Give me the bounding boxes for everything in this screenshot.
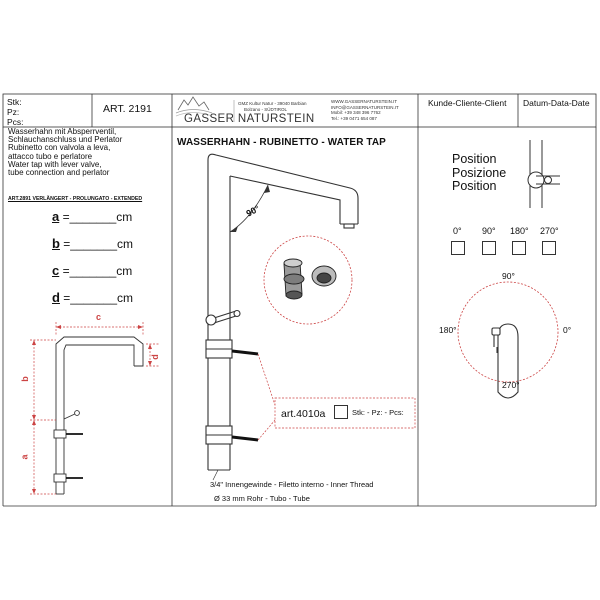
tube-note: Ø 33 mm Rohr - Tubo - Tube [214, 494, 310, 503]
product-description [8, 128, 122, 177]
dimension-c-row [52, 263, 132, 278]
brand-name: GASSER NATURSTEIN [184, 113, 315, 125]
stk-label: Stk: [7, 97, 22, 107]
accessory-detail-circle [264, 236, 352, 324]
thread-pointer [213, 470, 218, 480]
dim-b-label: b [19, 376, 30, 382]
dial-label-left: 180° [439, 325, 457, 335]
email-link[interactable]: INFO@GASSERNATURSTEIN.IT [331, 104, 399, 110]
website-link[interactable]: WWW.GASSERNATURSTEIN.IT [331, 99, 398, 104]
dimension-lines [30, 322, 160, 494]
variant-label: ART.2891 VERLÄNGERT - PROLUNGATO - EXTENDED [8, 196, 143, 202]
dimension-key: a [52, 209, 60, 224]
description-line: Wasserhahn mit Absperrventil, [8, 127, 117, 136]
description-line: Water tap with lever valve, [8, 159, 102, 169]
dimension-a-row [52, 209, 132, 224]
accessory-article: art.4010a [281, 408, 326, 420]
position-checkbox-90[interactable] [482, 241, 496, 255]
dimension-b-row [52, 236, 133, 251]
description-line: Rubinetto con valvola a leva, [8, 143, 111, 153]
mobile-number: Mobil: +39 348 396 7762 [331, 110, 381, 115]
pz-label: Pz: [7, 107, 20, 117]
dial-label-top: 90° [502, 271, 515, 281]
position-option-270: 270° [540, 226, 559, 236]
dimension-field[interactable]: =_______cm [62, 264, 133, 278]
article-number: ART. 2191 [103, 103, 152, 115]
dim-c-label: c [96, 312, 102, 322]
hose-connectors [232, 351, 258, 440]
position-option-0: 0° [453, 226, 462, 236]
rotation-dial [458, 282, 558, 382]
client-label: Kunde-Cliente-Client [428, 98, 507, 108]
side-sketch [54, 337, 143, 494]
dim-a-label: a [19, 454, 30, 460]
product-title: WASSERHAHN - RUBINETTO - WATER TAP [177, 137, 386, 148]
position-title [452, 153, 506, 194]
dim-d-label: d [149, 354, 160, 360]
pcs-label: Pcs: [7, 117, 24, 127]
position-title-line: Posizione [452, 165, 507, 180]
main-tap-drawing [206, 154, 358, 470]
position-checkbox-270[interactable] [542, 241, 556, 255]
position-title-line: Position [452, 179, 497, 193]
dial-label-right: 0° [563, 325, 572, 335]
dimension-key: b [52, 236, 60, 251]
phone-number: Tel.: +39 0471 654 087 [331, 115, 377, 121]
accessory-pointers [258, 354, 415, 440]
dimension-key: c [52, 263, 60, 278]
position-tap-icon [528, 140, 560, 208]
dial-label-bottom: 270° [502, 380, 520, 390]
position-option-90: 90° [482, 226, 496, 236]
position-checkbox-180[interactable] [512, 241, 526, 255]
dimension-field[interactable]: =_______cm [63, 291, 134, 305]
position-checkbox-0[interactable] [451, 241, 465, 255]
thread-note: 3/4" Innengewinde - Filetto interno - Inner Thread [210, 480, 374, 489]
dimension-field[interactable]: =_______cm [63, 237, 134, 251]
date-label: Datum-Data-Date [523, 98, 590, 108]
accessory-checkbox[interactable] [334, 405, 348, 419]
angle-label: 90° [244, 203, 262, 219]
address-line: Bolzano - SÜDTIROL [244, 106, 288, 112]
brand-address [238, 101, 307, 112]
description-line: tube connection and perlator [8, 168, 110, 178]
position-option-180: 180° [510, 226, 529, 236]
dimension-key: d [52, 290, 60, 305]
aerator-parts [284, 259, 336, 299]
accessory-qty-label: Stk: - Pz: - Pcs: [352, 408, 404, 417]
address-line: GMZ Kultur Natur - 39040 Barbian [238, 101, 307, 106]
dimension-d-row [52, 290, 133, 305]
brand-contacts [331, 99, 399, 121]
description-line: attacco tubo e perlatore [8, 151, 93, 161]
description-line: Schlauchanschluss und Perlator [8, 135, 123, 145]
dimension-field[interactable]: =_______cm [62, 210, 133, 224]
position-title-line: Position [452, 152, 497, 166]
